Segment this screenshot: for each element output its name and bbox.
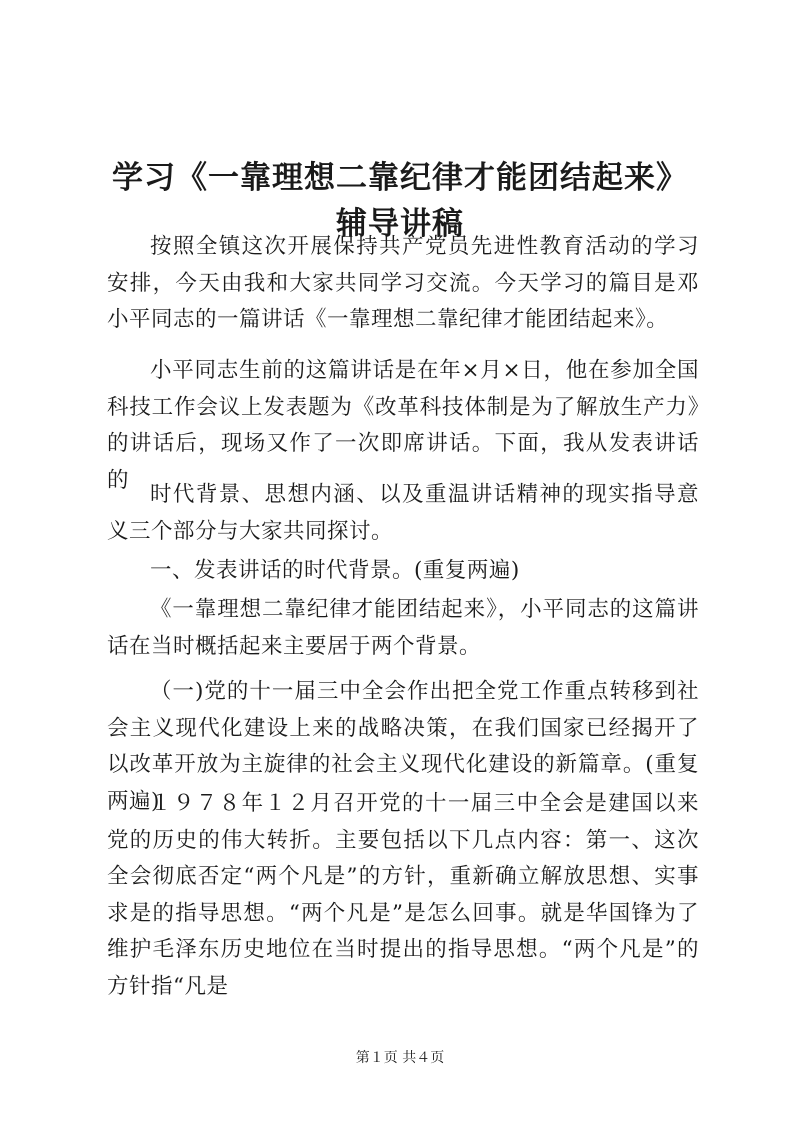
paragraph-2: 小平同志生前的这篇讲话是在年×月×日，他在参加全国科技工作会议上发表题为《改革科技体制是为了解放生产力》的讲话后，现场又作了一次即席讲话。下面，我从发表讲话的 <box>107 358 699 493</box>
paragraph-1: 按照全镇这次开展保持共产党员先进性教育活动的学习安排，今天由我和大家共同学习交流。今天学习的篇目是邓小平同志的一篇讲话《一靠理想二靠纪律才能团结起来》。 <box>107 234 699 332</box>
page-footer <box>0 1048 800 1068</box>
paragraph-5: １９７８年１２月召开党的十一届三中全会是建国以来党的历史的伟大转折。主要包括以下几点内容：第一、这次全会彻底否定“两个凡是”的方针，重新确立解放思想、实事求是的指导思想。“两个凡是”是怎么回事。就是华国锋为了维护毛泽东历史地位在当时提出的指导思想。“两个凡是”的方针指“凡是 <box>107 791 699 999</box>
page-number: 第１页 共４页 <box>355 1050 445 1066</box>
paragraph-3: 时代背景、思想内涵、以及重温讲话精神的现实指导意义三个部分与大家共同探讨。 <box>107 482 699 544</box>
subsection-1: （一)党的十一届三中全会作出把全党工作重点转移到社会主义现代化建设上来的战略决策，在我们国家已经揭开了以改革开放为主旋律的社会主义现代化建设的新篇章。(重复两遍) <box>107 679 699 814</box>
paragraph-4: 《一靠理想二靠纪律才能团结起来》，小平同志的这篇讲话在当时概括起来主要居于两个背景。 <box>107 597 699 659</box>
document-title: 学习《一靠理想二靠纪律才能团结起来》辅导讲稿 <box>112 159 688 242</box>
section-heading-1: 一、发表讲话的时代背景。(重复两遍) <box>150 558 520 583</box>
